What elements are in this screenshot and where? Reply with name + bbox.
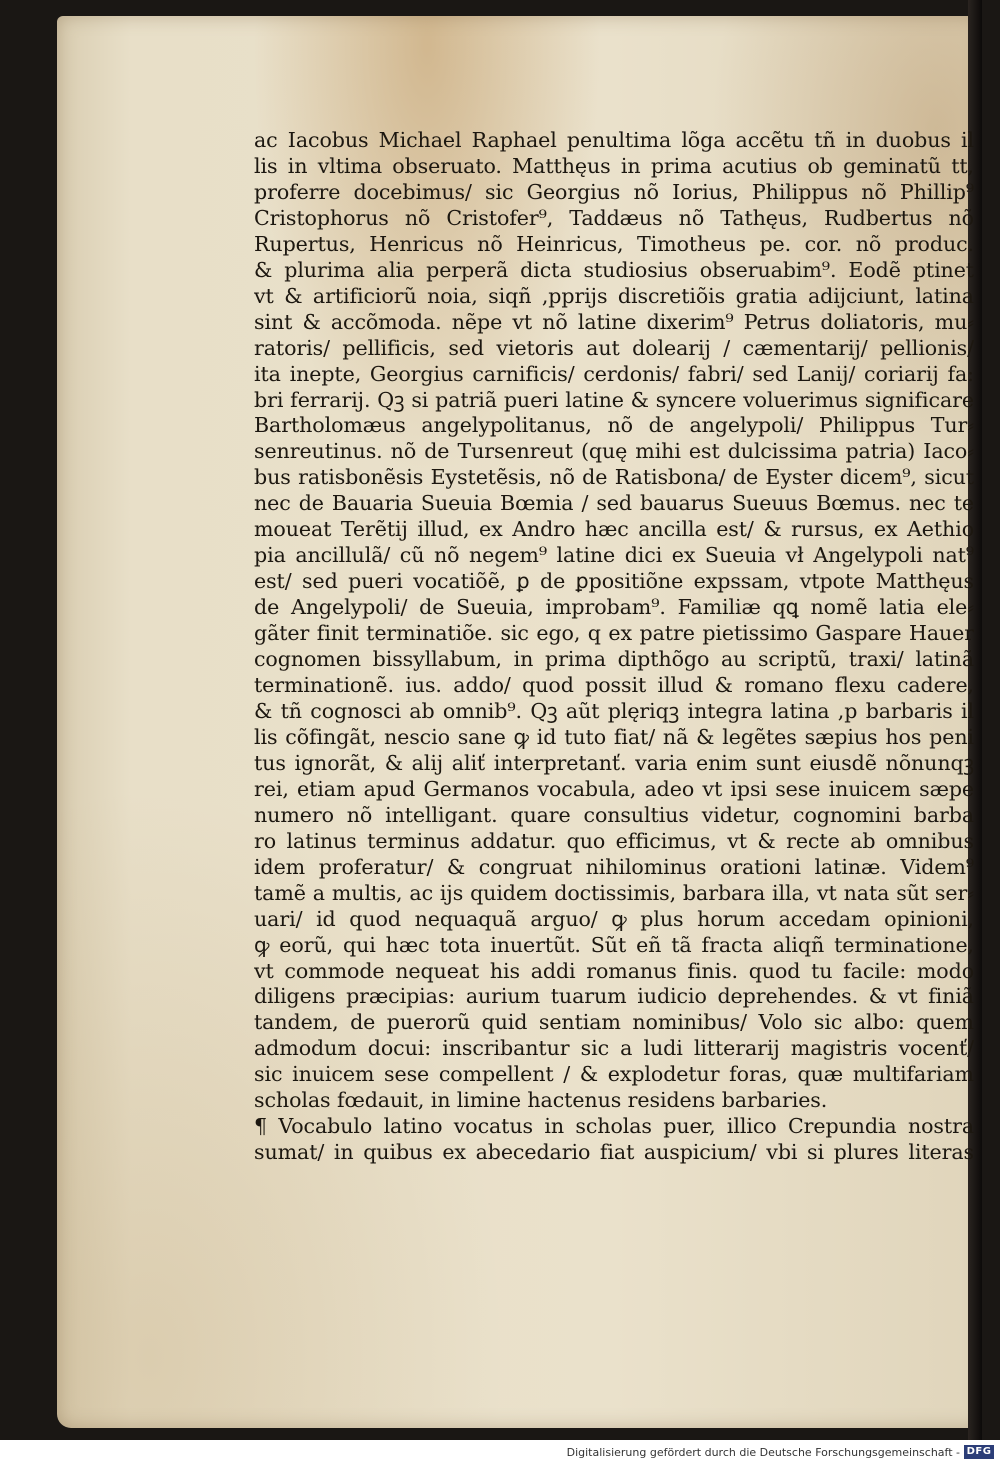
text-line: tandem, de puerorũ quid sentiam nominibus/ Volo sic albo: quem xyxy=(254,1010,974,1035)
text-line: Cristophorus nõ Cristofer⁹, Taddæus nõ Tathęus, Rudbertus nõ xyxy=(254,205,974,230)
text-line: ꝙ eorũ, qui hæc tota inuertũt. Sũt eñ tã fracta aliqñ terminatione, xyxy=(254,932,974,957)
text-line: ro latinus terminus addatur. quo efficimus, vt & recte ab omnibus xyxy=(254,828,974,853)
text-line: bri ferrarij. Qꝫ si patriã pueri latine & syncere voluerimus significare xyxy=(254,387,974,412)
text-line: tus ignorãt, & alij aliť interpretanť. varia enim sunt eiusdẽ nõnunqꝫ xyxy=(254,750,974,775)
text-line: & tñ cognosci ab omnib⁹. Qꝫ aũt plęriqꝫ integra latina ,p barbaris il xyxy=(254,698,974,723)
text-line: uari/ id quod nequaquã arguo/ ꝙ plus horum accedam opinioni, xyxy=(254,906,974,931)
text-line: moueat Terẽtij illud, ex Andro hæc ancilla est/ & rursus, ex Aethio xyxy=(254,517,974,542)
text-line: Rupertus, Henricus nõ Heinricus, Timotheus pe. cor. nõ produc. xyxy=(254,231,974,256)
dfg-logo-icon[interactable]: DFG xyxy=(964,1445,994,1459)
text-line: Bartholomæus angelypolitanus, nõ de angelypoli/ Philippus Tur⸗ xyxy=(254,413,974,438)
text-line: ratoris/ pellificis, sed vietoris aut dolearij / cæmentarij/ pellionis/ xyxy=(254,335,974,360)
text-line: rei, etiam apud Germanos vocabula, adeo vt ipsi sese inuicem sæpe xyxy=(254,776,974,801)
text-line: vt & artificiorũ noia, siqñ ,pprijs discretiõis gratia adijciunt, latina xyxy=(254,283,974,308)
footer-credit: Digitalisierung gefördert durch die Deutsche Forschungsgemeinschaft - xyxy=(566,1446,960,1459)
footer-bar xyxy=(0,1440,1000,1465)
text-line: senreutinus. nõ de Tursenreut (quę mihi est dulcissima patria) Iaco⸗ xyxy=(254,439,974,464)
text-line: lis cõfingãt, nescio sane ꝙ id tuto fiat/ nã & legẽtes sæpius hos peni xyxy=(254,724,974,749)
text-line: est/ sed pueri vocatiõẽ, ꝑ de ꝑpositiõne expssam, vtpote Matthęus xyxy=(254,569,974,594)
text-line: gãter finit terminatiõe. sic ego, q ex patre pietissimo Gaspare Hauer xyxy=(254,621,974,646)
text-line: ac Iacobus Michael Raphael penultima lõga accẽtu tñ in duobus il xyxy=(254,128,974,152)
text-line: numero nõ intelligant. quare consultius videtur, cognomini barba xyxy=(254,802,974,827)
text-line: de Angelypoli/ de Sueuia, improbam⁹. Familiæ qꝗ nomẽ latia ele⸗ xyxy=(254,595,974,620)
text-line: bus ratisbonẽsis Eystetẽsis, nõ de Ratisbona/ de Eyster dicem⁹, sicut xyxy=(254,465,974,490)
text-line: admodum docui: inscribantur sic a ludi litterarij magistris vocenť/ xyxy=(254,1036,974,1061)
text-line: cognomen bissyllabum, in prima dipthõgo au scriptũ, traxi/ latinã xyxy=(254,647,974,672)
text-line: ita inepte, Georgius carnificis/ cerdonis/ fabri/ sed Lanij/ coriarij fa: xyxy=(254,361,974,386)
text-line: tamẽ a multis, ac ijs quidem doctissimis, barbara illa, vt nata sũt ser⸗ xyxy=(254,880,974,905)
text-line: sumat/ in quibus ex abecedario fiat auspicium/ vbi si plures literas xyxy=(254,1140,974,1165)
text-line: vt commode nequeat his addi romanus finis. quod tu facile: modo xyxy=(254,958,974,983)
text-line: sint & accõmoda. nẽpe vt nõ latine dixerim⁹ Petrus doliatoris, mu⸗ xyxy=(254,309,974,334)
text-line: idem proferatur/ & congruat nihilominus orationi latinæ. Videm⁹ xyxy=(254,854,974,879)
text-line: diligens præcipias: aurium tuarum iudicio deprehendes. & vt finiã xyxy=(254,984,974,1009)
text-line: nec de Bauaria Sueuia Bœmia / sed bauarus Sueuus Bœmus. nec te xyxy=(254,491,974,516)
body-text xyxy=(254,128,974,1166)
text-line: proferre docebimus/ sic Georgius nõ Iorius, Philippus nõ Phillip⁹ xyxy=(254,179,974,204)
text-line: terminationẽ. ius. addo/ quod possit illud & romano flexu cadere, xyxy=(254,673,974,698)
text-line: scholas fœdauit, in limine hactenus residens barbaries. xyxy=(254,1088,828,1113)
text-line: sic inuicem sese compellent / & explodetur foras, quæ multifariam xyxy=(254,1062,974,1087)
text-line: ¶ Vocabulo latino vocatus in scholas puer, illico Crepundia nostra xyxy=(254,1114,974,1139)
text-line: lis in vltima obseruato. Matthęus in prima acutius ob geminatũ tt, xyxy=(254,153,974,178)
text-line: & plurima alia perperã dicta studiosius obseruabim⁹. Eodẽ ptinet xyxy=(254,257,974,282)
text-line: pia ancillulã/ cũ nõ negem⁹ latine dici ex Sueuia vł Angelypoli nat⁹ xyxy=(254,543,974,568)
